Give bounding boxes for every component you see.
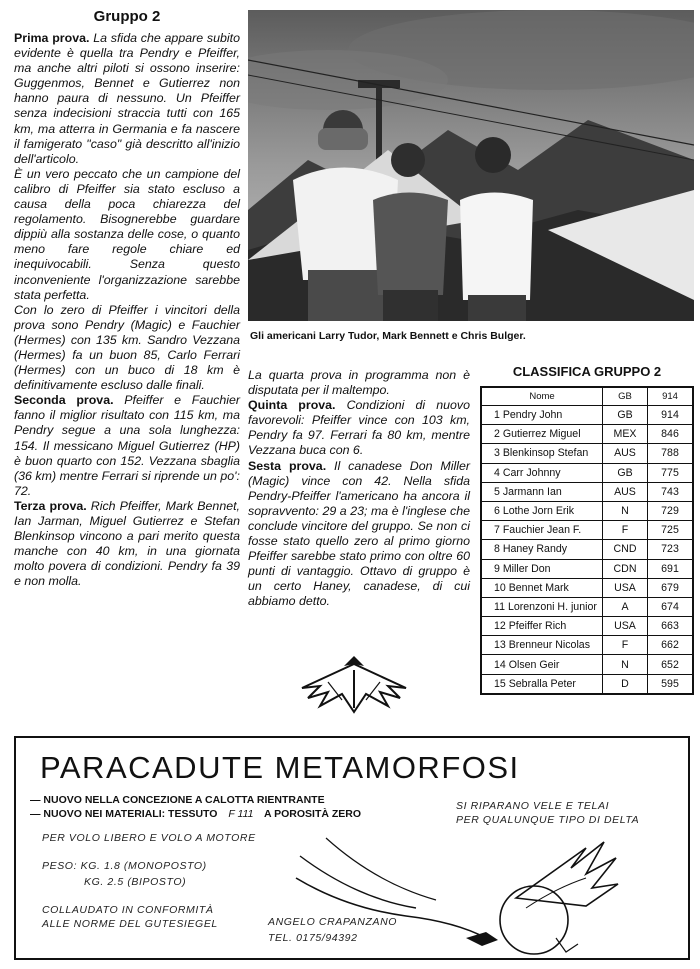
header-nation: GB — [603, 387, 648, 406]
ranking-pilot-name: 9 Miller Don — [481, 559, 603, 578]
ranking-row — [481, 597, 693, 616]
section-heading: Gruppo 2 — [93, 8, 161, 25]
ranking-pilot-name: 3 Blenkinsop Stefan — [481, 444, 603, 463]
ad-bullet-materials — [30, 808, 361, 820]
ranking-nation: CND — [603, 540, 648, 559]
ranking-nation: A — [603, 597, 648, 616]
ad-repair-line-2: PER QUALUNQUE TIPO DI DELTA — [456, 814, 640, 826]
ranking-table — [480, 386, 694, 695]
ranking-nation: GB — [603, 406, 648, 425]
ranking-points: 674 — [648, 597, 694, 616]
ranking-nation: N — [603, 655, 648, 674]
ranking-row — [481, 540, 693, 559]
ranking-row — [481, 559, 693, 578]
ranking-points: 652 — [648, 655, 694, 674]
ranking-nation: F — [603, 521, 648, 540]
ranking-points: 788 — [648, 444, 694, 463]
ranking-row — [481, 521, 693, 540]
ranking-row — [481, 655, 693, 674]
paragraph-prima-prova — [14, 31, 240, 167]
ranking-pilot-name: 4 Carr Johnny — [481, 463, 603, 482]
ranking-header-row — [481, 387, 693, 406]
ad-usage: PER VOLO LIBERO E VOLO A MOTORE — [42, 832, 256, 844]
ranking-points: 662 — [648, 636, 694, 655]
ranking-nation: CDN — [603, 559, 648, 578]
ranking-pilot-name: 2 Gutierrez Miguel — [481, 425, 603, 444]
ranking-nation: AUS — [603, 444, 648, 463]
ranking-nation: USA — [603, 617, 648, 636]
ranking-points: 775 — [648, 463, 694, 482]
ranking-pilot-name: 11 Lorenzoni H. junior — [481, 597, 603, 616]
ranking-points: 725 — [648, 521, 694, 540]
ranking-points: 846 — [648, 425, 694, 444]
ranking-nation: N — [603, 501, 648, 520]
ad-certification-1: COLLAUDATO IN CONFORMITÀ — [42, 904, 214, 916]
ad-weight-single: PESO: KG. 1.8 (MONOPOSTO) — [42, 860, 207, 872]
ranking-row — [481, 617, 693, 636]
ranking-pilot-name: 8 Haney Randy — [481, 540, 603, 559]
paragraph-label: Seconda prova. — [14, 393, 114, 408]
ranking-points: 729 — [648, 501, 694, 520]
photo-caption: Gli americani Larry Tudor, Mark Bennett e Chris Bulger. — [250, 330, 526, 342]
header-points: 914 — [648, 387, 694, 406]
ad-bullet-concept: — NUOVO NELLA CONCEZIONE A CALOTTA RIENTRANTE — [30, 794, 325, 806]
paragraph-label: Prima prova. — [14, 31, 90, 45]
paragraph-sesta-prova — [248, 459, 470, 610]
paragraph-label: Sesta prova. — [248, 458, 327, 473]
ranking-points: 595 — [648, 674, 694, 694]
ad-repair-line-1: SI RIPARANO VELE E TELAI — [456, 800, 610, 812]
ad-contact-name: ANGELO CRAPANZANO — [268, 916, 398, 928]
ranking-pilot-name: 5 Jarmann Ian — [481, 482, 603, 501]
paragraph-commento: È un vero peccato che un campione del calibro di Pfeiffer sia stato escluso a causa della poca chiarezza del regolamento. Bisognerebbe guardare dippiù alla sostanza delle cose, o quanto meno fare regole chiare ed inequivocabili. Senza questo inconveniente l'organizzazione sarebbe stata perfetta. — [14, 166, 240, 302]
ranking-points: 691 — [648, 559, 694, 578]
ranking-row — [481, 482, 693, 501]
paragraph-label: Terza prova. — [14, 498, 87, 513]
ranking-nation: USA — [603, 578, 648, 597]
ranking-points: 743 — [648, 482, 694, 501]
paragraph-label: Quinta prova. — [248, 398, 336, 413]
parachute-advertisement — [14, 736, 690, 960]
ad-contact-phone: TEL. 0175/94392 — [268, 932, 358, 944]
eagle-logo-icon — [298, 652, 410, 714]
paragraph-terza-prova — [14, 499, 240, 590]
ranking-row — [481, 501, 693, 520]
ranking-row — [481, 463, 693, 482]
paragraph-text: Rich Pfeiffer, Mark Bennet, Ian Jarman, Miguel Gutierrez e Stefan Blenkinsop vincono a pari merito questa manche con 40 km, in una giornata molto povera di condizioni. Pendry fa 39 e non molla. — [14, 498, 240, 589]
ad-certification-2: ALLE NORME DEL GUTESIEGEL — [42, 918, 218, 930]
ranking-pilot-name: 14 Olsen Geir — [481, 655, 603, 674]
paragraph-seconda-prova — [14, 393, 240, 499]
ranking-row — [481, 636, 693, 655]
ranking-row — [481, 578, 693, 597]
ad-weight-double: KG. 2.5 (BIPOSTO) — [84, 876, 187, 888]
ranking-points: 914 — [648, 406, 694, 425]
ranking-pilot-name: 12 Pfeiffer Rich — [481, 617, 603, 636]
ad-bullet-materials-text: — NUOVO NEI MATERIALI: TESSUTO — [30, 808, 218, 820]
ranking-nation: D — [603, 674, 648, 694]
ad-bullet-materials-fabric: F 111 — [228, 808, 254, 820]
paragraph-quarta-prova: La quarta prova in programma non è disputata per il maltempo. — [248, 368, 470, 398]
paragraph-text: Pfeiffer e Fauchier fanno il miglior risultato con 115 km, ma Pendry segue a una sola lunghezza: 154. Il messicano Miguel Gutierrez (HP) è buon quarto con 152. Vezzana sbaglia (36 km) mentre Ferrari si riprende un po': 72. — [14, 393, 240, 498]
ranking-pilot-name: 1 Pendry John — [481, 406, 603, 425]
ranking-pilot-name: 7 Fauchier Jean F. — [481, 521, 603, 540]
ranking-points: 679 — [648, 578, 694, 597]
paragraph-quinta-prova — [248, 398, 470, 458]
header-name: Nome — [481, 387, 603, 406]
paragraph-vincitori: Con lo zero di Pfeiffer i vincitori della prova sono Pendry (Magic) e Fauchier (Hermes) con 135 km. Sandro Vezzana (Hermes) fa un buon 85, Carlo Ferrari (Hermes) con un buco di 18 km è definitivamente escluso dalle finali. — [14, 302, 240, 393]
ranking-points: 723 — [648, 540, 694, 559]
ranking-nation: AUS — [603, 482, 648, 501]
ranking-row — [481, 674, 693, 694]
ranking-pilot-name: 10 Bennet Mark — [481, 578, 603, 597]
photo-illustration — [248, 10, 694, 321]
bird-parachute-drawing-icon — [286, 828, 626, 958]
left-article-column — [14, 8, 240, 589]
ranking-pilot-name: 15 Sebralla Peter — [481, 674, 603, 694]
paragraph-text: Condizioni di nuovo favorevoli: Pfeiffer vince con 103 km, Pendry fa 97. Ferrari fa 80 km, mentre Vezzana buca con 6. — [248, 398, 470, 458]
paragraph-text: La sfida che appare subito evidente è quella tra Pendry e Pfeiffer, ma anche altri piloti si ossono inserire: Guggenmos, Bennet e Gutierrez non hanno paura di nessuno. Un Pfeiffer senza indecisioni straccia tutti con 165 km, ma atterra in Germania e fa nascere il famigerato "caso" già descritto all'inizio dell'articolo. — [14, 31, 240, 166]
ad-bullet-materials-end: A POROSITÀ ZERO — [264, 808, 362, 820]
ranking-row — [481, 406, 693, 425]
middle-article-column — [248, 368, 470, 610]
photo-three-pilots — [248, 10, 694, 321]
ranking-row — [481, 444, 693, 463]
ranking-pilot-name: 13 Brenneur Nicolas — [481, 636, 603, 655]
ranking-nation: F — [603, 636, 648, 655]
ranking-pilot-name: 6 Lothe Jorn Erik — [481, 501, 603, 520]
paragraph-text: Il canadese Don Miller (Magic) vince con 42. Nella sfida Pendry-Pfeiffer l'americano ha ancora il sopravvento: 29 a 23; ma è l'inglese che conclude vincitore del gruppo. Se non ci fosse stato quello zero al primo giorno Pfeiffer sarebbe stato primo con oltre 60 punti di vantaggio. Ottavo di gruppo è un certo Haney, canadese, di cui abbiamo detto. — [248, 458, 470, 609]
ranking-nation: GB — [603, 463, 648, 482]
ad-title: PARACADUTE METAMORFOSI — [40, 750, 520, 785]
ranking-title: CLASSIFICA GRUPPO 2 — [512, 364, 662, 379]
ranking-row — [481, 425, 693, 444]
ranking-nation: MEX — [603, 425, 648, 444]
ranking-points: 663 — [648, 617, 694, 636]
